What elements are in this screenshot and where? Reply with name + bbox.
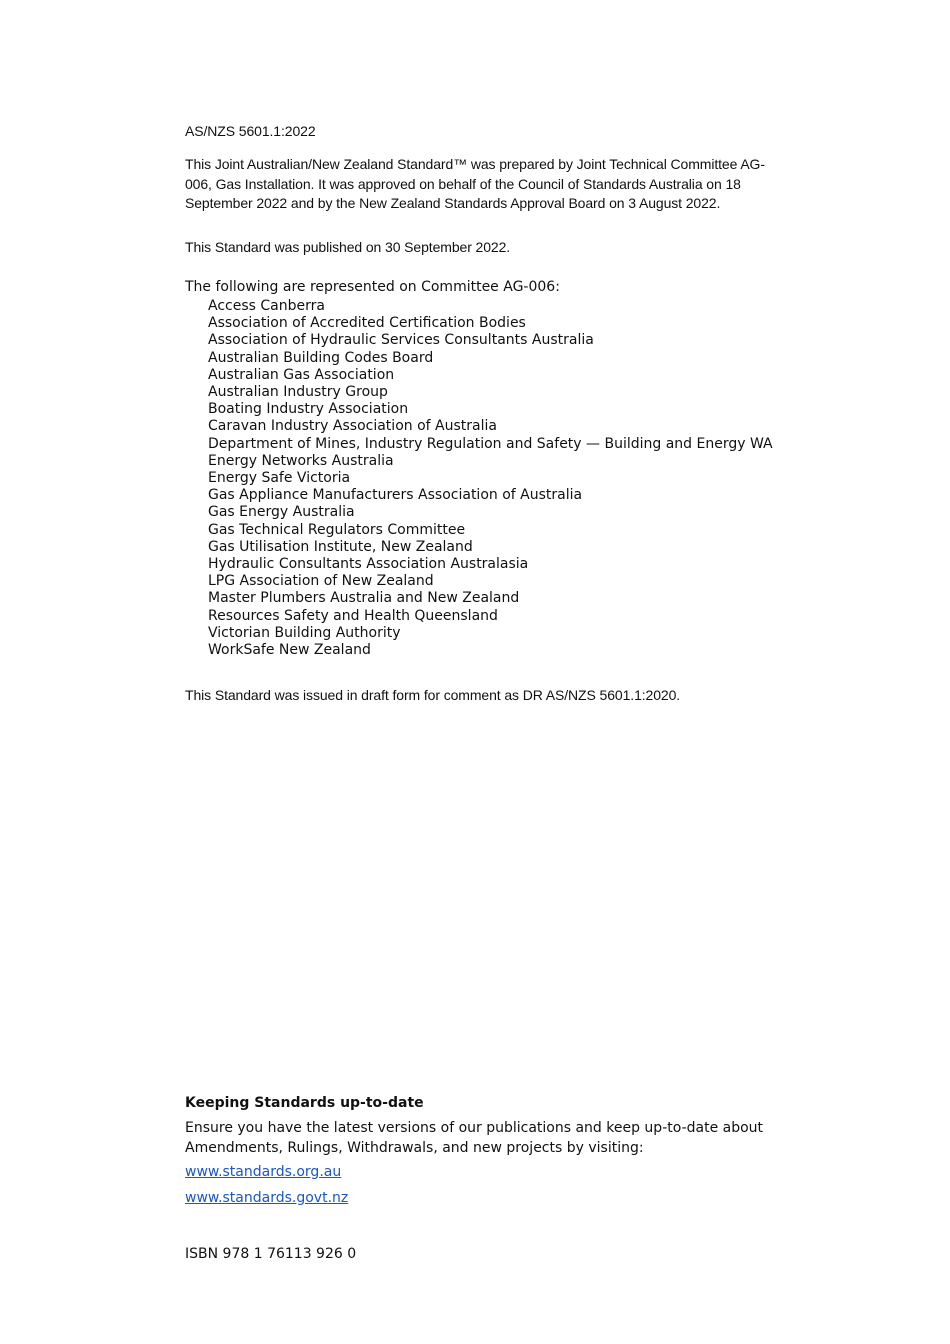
committee-member: Australian Gas Association: [208, 366, 395, 383]
committee-member: Gas Technical Regulators Committee: [208, 521, 466, 538]
committee-member: Caravan Industry Association of Australia: [208, 418, 497, 435]
draft-statement: This Standard was issued in draft form for comment as DR AS/NZS 5601.1:2020.: [185, 687, 681, 703]
keeping-standards-heading: Keeping Standards up-to-date: [185, 1095, 424, 1111]
isbn-number: ISBN 978 1 76113 926 0: [185, 1246, 357, 1262]
committee-member-list: [208, 298, 773, 659]
committee-member: Resources Safety and Health Queensland: [208, 607, 498, 624]
committee-member: Master Plumbers Australia and New Zealand: [208, 590, 520, 607]
document-id: AS/NZS 5601.1:2022: [185, 123, 316, 139]
standards-nz-link[interactable]: www.standards.govt.nz: [185, 1190, 349, 1206]
committee-member: Department of Mines, Industry Regulation and Safety — Building and Energy WA: [208, 435, 773, 452]
committee-member: Access Canberra: [208, 298, 325, 314]
approval-statement: This Joint Australian/New Zealand Standard™ was prepared by Joint Technical Committee AG-006, Gas Installation. It was approved on behalf of the Council of Standards Australia on 18 September 2022 and by the New Zealand Standards Approval Board on 3 August 2022.: [185, 156, 765, 211]
standards-au-link[interactable]: www.standards.org.au: [185, 1164, 342, 1180]
publication-date-statement: This Standard was published on 30 September 2022.: [185, 239, 511, 255]
committee-member: Australian Industry Group: [208, 384, 388, 401]
committee-intro: The following are represented on Committee AG-006:: [185, 279, 560, 295]
committee-member: Hydraulic Consultants Association Australasia: [208, 556, 529, 573]
committee-member: Association of Hydraulic Services Consultants Australia: [208, 332, 594, 349]
committee-member: Boating Industry Association: [208, 401, 409, 418]
committee-member: Gas Utilisation Institute, New Zealand: [208, 538, 473, 555]
keeping-standards-text: Ensure you have the latest versions of our publications and keep up-to-date about Amendments, Rulings, Withdrawals, and new projects by visiting:: [185, 1120, 764, 1156]
committee-member: LPG Association of New Zealand: [208, 573, 434, 590]
committee-member: WorkSafe New Zealand: [208, 642, 371, 659]
committee-member: Australian Building Codes Board: [208, 349, 434, 366]
committee-member: Energy Networks Australia: [208, 452, 394, 469]
committee-member: Gas Energy Australia: [208, 504, 355, 521]
committee-member: Victorian Building Authority: [208, 624, 401, 641]
committee-member: Energy Safe Victoria: [208, 470, 351, 487]
committee-member: Gas Appliance Manufacturers Association of Australia: [208, 487, 583, 504]
committee-member: Association of Accredited Certification Bodies: [208, 315, 526, 332]
